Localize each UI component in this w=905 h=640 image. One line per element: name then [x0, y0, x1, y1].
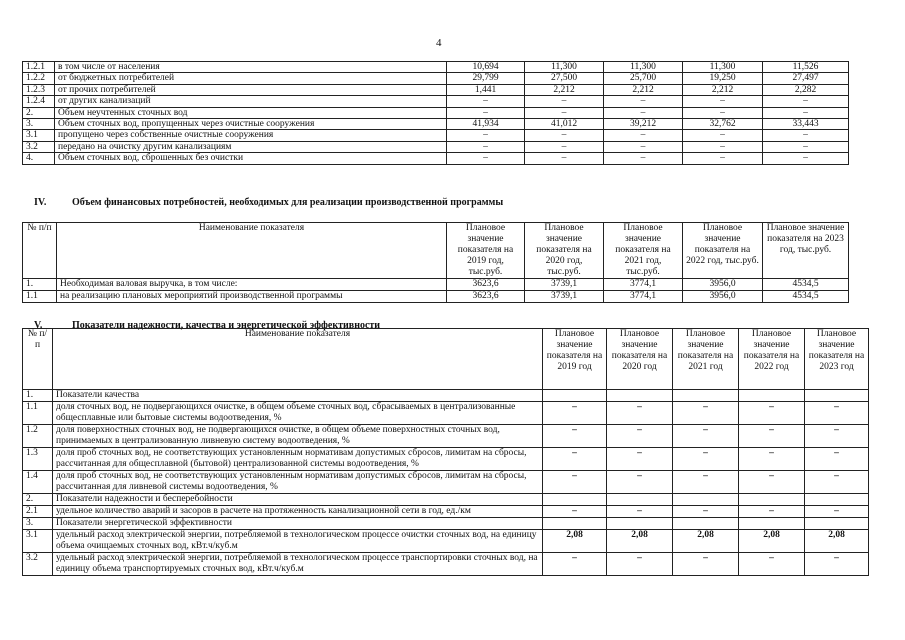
row-value: – [805, 471, 869, 494]
row-value: – [447, 141, 525, 152]
row-value: – [525, 107, 604, 118]
row-value: 32,762 [683, 118, 763, 129]
row-name: Объем сточных вод, пропущенных через очистные сооружения [55, 118, 447, 129]
table-row [23, 425, 869, 448]
row-value: – [607, 402, 673, 425]
row-value: – [739, 506, 805, 518]
row-name: Показатели энергетической эффективности [53, 518, 543, 530]
row-value: 25,700 [604, 73, 683, 84]
table-row [23, 390, 869, 402]
header-num: № п/п [23, 329, 53, 390]
table-row [23, 494, 869, 506]
row-value: – [543, 425, 607, 448]
row-value: – [673, 471, 739, 494]
row-value: 2,212 [525, 84, 604, 95]
row-value: 2,08 [805, 530, 869, 553]
table-row [23, 62, 849, 73]
row-value [543, 390, 607, 402]
row-value: – [607, 448, 673, 471]
page-number: 4 [436, 37, 442, 49]
section-5-title: Показатели надежности, качества и энергетической эффективности [72, 320, 381, 331]
row-value: 3623,6 [447, 279, 525, 291]
row-value: – [805, 506, 869, 518]
header-num: № п/п [23, 223, 57, 279]
row-value: – [683, 107, 763, 118]
row-value: – [543, 506, 607, 518]
row-value: 3739,1 [525, 291, 604, 303]
row-name: Объем сточных вод, сброшенных без очистки [55, 153, 447, 164]
table-row [23, 471, 869, 494]
row-number: 3.2 [23, 141, 55, 152]
header-year: Плановое значение показателя на 2020 год [607, 329, 673, 390]
row-name: от бюджетных потребителей [55, 73, 447, 84]
table-row [23, 130, 849, 141]
section-4-number: IV. [34, 197, 47, 208]
row-value: 11,300 [525, 62, 604, 73]
section-4-title: Объем финансовых потребностей, необходимых для реализации производственной программы [72, 197, 504, 208]
table-row [23, 96, 849, 107]
row-value: – [543, 553, 607, 576]
row-value: 3956,0 [683, 279, 763, 291]
header-name: Наименование показателя [57, 223, 447, 279]
row-value [805, 390, 869, 402]
table-row [23, 530, 869, 553]
row-value [673, 494, 739, 506]
row-value: – [673, 448, 739, 471]
row-value: – [683, 130, 763, 141]
row-value: – [447, 130, 525, 141]
row-name: удельное количество аварий и засоров в расчете на протяженность канализационной сети в год, ед./км [53, 506, 543, 518]
row-name: пропущено через собственные очистные сооружения [55, 130, 447, 141]
row-value: 1,441 [447, 84, 525, 95]
row-value [739, 390, 805, 402]
row-name: Объем неучтенных сточных вод [55, 107, 447, 118]
row-value: 39,212 [604, 118, 683, 129]
row-value: – [739, 425, 805, 448]
reliability-table [22, 328, 869, 576]
row-value: 2,08 [739, 530, 805, 553]
row-name: доля проб сточных вод, не соответствующих установленным нормативам допустимых сбросов, лимитам на сбросы, рассчитанная для общесплавной (бытовой) централизованной системы водоотведения, % [53, 448, 543, 471]
table-row [23, 118, 849, 129]
table-row [23, 506, 869, 518]
row-value [607, 518, 673, 530]
row-value: 3739,1 [525, 279, 604, 291]
row-value: – [739, 553, 805, 576]
header-year: Плановое значение показателя на 2020 год, тыс.руб. [525, 223, 604, 279]
row-value [739, 518, 805, 530]
row-value: – [673, 402, 739, 425]
row-name: Показатели надежности и бесперебойности [53, 494, 543, 506]
financial-needs-table [22, 222, 849, 303]
wastewater-volume-table [22, 61, 849, 165]
row-value: – [447, 107, 525, 118]
row-value [607, 494, 673, 506]
row-name: удельный расход электрической энергии, потребляемой в технологическом процессе очистки сточных вод, на единицу объема очищаемых сточных вод, кВт.ч/куб.м [53, 530, 543, 553]
row-value: – [525, 96, 604, 107]
row-value: 3956,0 [683, 291, 763, 303]
row-value: – [673, 425, 739, 448]
row-name: Показатели качества [53, 390, 543, 402]
row-number: 3.1 [23, 130, 55, 141]
header-year: Плановое значение показателя на 2021 год, тыс.руб. [604, 223, 683, 279]
row-value: – [607, 506, 673, 518]
row-value: 3623,6 [447, 291, 525, 303]
row-number: 1.2.4 [23, 96, 55, 107]
row-value: 11,300 [604, 62, 683, 73]
table-row [23, 553, 869, 576]
row-value: – [607, 553, 673, 576]
table-row [23, 402, 869, 425]
financial-table-header [23, 223, 849, 279]
row-value: – [763, 130, 849, 141]
row-value: 27,497 [763, 73, 849, 84]
row-name: на реализацию плановых мероприятий производственной программы [57, 291, 447, 303]
row-value: – [673, 553, 739, 576]
row-value: – [683, 96, 763, 107]
row-value: 29,799 [447, 73, 525, 84]
row-name: от прочих потребителей [55, 84, 447, 95]
row-number: 1.3 [23, 448, 53, 471]
row-value: – [739, 448, 805, 471]
row-value: 3774,1 [604, 279, 683, 291]
header-year: Плановое значение показателя на 2023 год [805, 329, 869, 390]
row-value: 41,934 [447, 118, 525, 129]
row-value: – [604, 96, 683, 107]
row-number: 1.2.2 [23, 73, 55, 84]
header-year: Плановое значение показателя на 2019 год, тыс.руб. [447, 223, 525, 279]
row-number: 1.2.3 [23, 84, 55, 95]
row-value: 4534,5 [763, 279, 849, 291]
row-value: – [763, 153, 849, 164]
table-row [23, 73, 849, 84]
row-number: 1.1 [23, 402, 53, 425]
row-value: – [543, 471, 607, 494]
row-value: 2,08 [673, 530, 739, 553]
table-row [23, 153, 849, 164]
table-row [23, 107, 849, 118]
row-number: 2.1 [23, 506, 53, 518]
row-number: 1. [23, 390, 53, 402]
row-value: 19,250 [683, 73, 763, 84]
row-value: – [604, 141, 683, 152]
row-value: – [739, 471, 805, 494]
row-number: 1. [23, 279, 57, 291]
row-value: 33,443 [763, 118, 849, 129]
table-row [23, 279, 849, 291]
header-year: Плановое значение показателя на 2022 год, тыс.руб. [683, 223, 763, 279]
row-number: 3.2 [23, 553, 53, 576]
header-year: Плановое значение показателя на 2019 год [543, 329, 607, 390]
row-value: – [763, 141, 849, 152]
row-value: 2,212 [604, 84, 683, 95]
row-value: – [805, 553, 869, 576]
table-row [23, 448, 869, 471]
row-number: 2. [23, 107, 55, 118]
row-name: доля сточных вод, не подвергающихся очистке, в общем объеме сточных вод, сбрасываемых в централизованные общесплавные или бытовые системы водоотведения, % [53, 402, 543, 425]
row-value: 3774,1 [604, 291, 683, 303]
row-value: 2,08 [543, 530, 607, 553]
row-value: – [805, 402, 869, 425]
row-value: 11,526 [763, 62, 849, 73]
row-value: – [683, 153, 763, 164]
row-name: доля поверхностных сточных вод, не подвергающихся очистке, в общем объеме поверхностных сточных вод, принимаемых в централизованную ливневую систему водоотведения, % [53, 425, 543, 448]
row-value: – [604, 130, 683, 141]
section-4-heading [34, 197, 504, 208]
row-value: – [673, 506, 739, 518]
row-value: – [604, 107, 683, 118]
row-value: 10,694 [447, 62, 525, 73]
row-name: в том числе от населения [55, 62, 447, 73]
row-number: 3.1 [23, 530, 53, 553]
row-value: – [525, 141, 604, 152]
row-value [673, 390, 739, 402]
row-value: – [525, 153, 604, 164]
row-name: от других канализаций [55, 96, 447, 107]
row-value: – [805, 448, 869, 471]
header-year: Плановое значение показателя на 2021 год [673, 329, 739, 390]
row-value: 2,08 [607, 530, 673, 553]
row-name: передано на очистку другим канализациям [55, 141, 447, 152]
row-value: – [447, 153, 525, 164]
row-name: удельный расход электрической энергии, потребляемой в технологическом процессе транспортировки сточных вод, на единицу объема транспортируемых сточных вод, кВт.ч/куб.м [53, 553, 543, 576]
row-value: – [683, 141, 763, 152]
row-value: – [447, 96, 525, 107]
row-name: доля проб сточных вод, не соответствующих установленным нормативам допустимых сбросов, лимитам на сбросы, рассчитанная для ливневой системы водоотведения, % [53, 471, 543, 494]
row-value: – [739, 402, 805, 425]
row-value: 27,500 [525, 73, 604, 84]
row-number: 3. [23, 518, 53, 530]
table-row [23, 84, 849, 95]
header-name: Наименование показателя [53, 329, 543, 390]
table-row [23, 291, 849, 303]
section-5-number: V. [34, 320, 43, 331]
row-value [673, 518, 739, 530]
row-value: 41,012 [525, 118, 604, 129]
row-value [543, 518, 607, 530]
row-value [805, 518, 869, 530]
table-row [23, 141, 849, 152]
row-value: – [607, 425, 673, 448]
row-number: 1.2 [23, 425, 53, 448]
row-number: 3. [23, 118, 55, 129]
row-value: – [607, 471, 673, 494]
row-value: 11,300 [683, 62, 763, 73]
row-value: – [763, 96, 849, 107]
header-year: Плановое значение показателя на 2022 год [739, 329, 805, 390]
row-value: – [543, 402, 607, 425]
row-number: 4. [23, 153, 55, 164]
row-value: 2,212 [683, 84, 763, 95]
row-number: 2. [23, 494, 53, 506]
row-value: 4534,5 [763, 291, 849, 303]
row-value [739, 494, 805, 506]
row-value [805, 494, 869, 506]
row-value: – [543, 448, 607, 471]
row-value: – [805, 425, 869, 448]
reliability-table-header [23, 329, 869, 390]
row-number: 1.2.1 [23, 62, 55, 73]
row-number: 1.1 [23, 291, 57, 303]
row-number: 1.4 [23, 471, 53, 494]
row-value: – [604, 153, 683, 164]
row-value: – [525, 130, 604, 141]
row-value [543, 494, 607, 506]
row-value: – [763, 107, 849, 118]
row-value [607, 390, 673, 402]
header-year: Плановое значение показателя на 2023 год, тыс.руб. [763, 223, 849, 279]
row-value: 2,282 [763, 84, 849, 95]
row-name: Необходимая валовая выручка, в том числе: [57, 279, 447, 291]
table-row [23, 518, 869, 530]
